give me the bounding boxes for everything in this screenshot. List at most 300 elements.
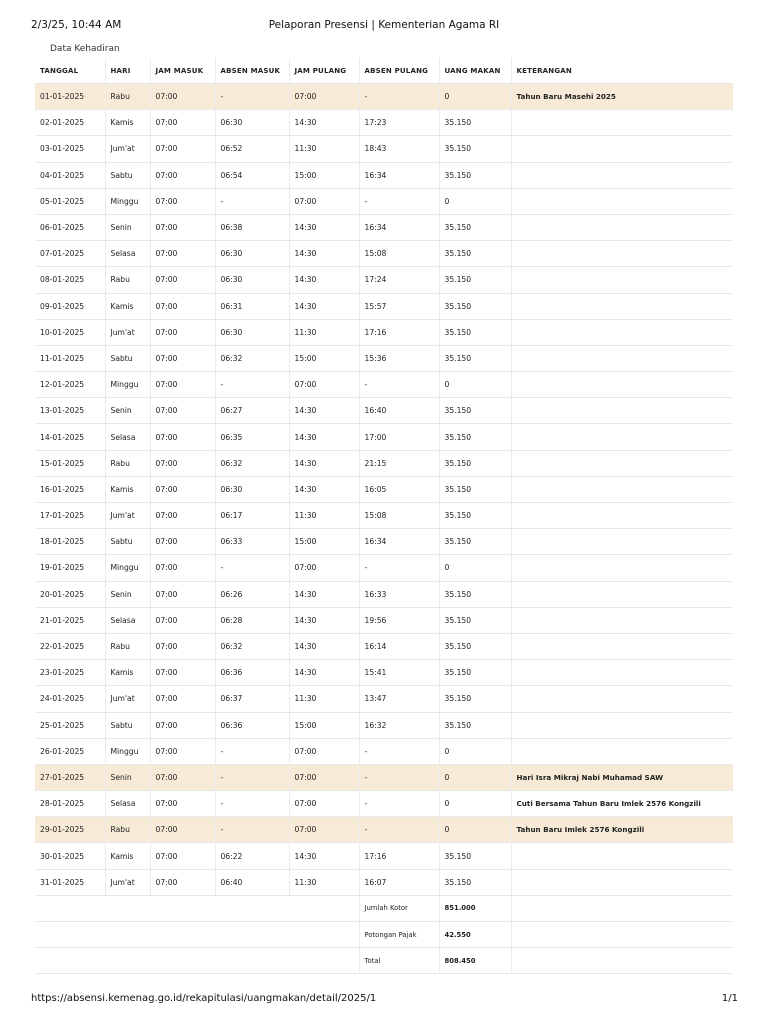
cell-tanggal: 29-01-2025 — [35, 817, 105, 843]
summary-row — [35, 948, 733, 974]
cell-uang-makan: 35.150 — [439, 267, 511, 293]
summary-empty-cell — [150, 922, 215, 948]
cell-uang-makan: 35.150 — [439, 450, 511, 476]
cell-uang-makan: 35.150 — [439, 633, 511, 659]
cell-keterangan — [511, 581, 733, 607]
cell-hari: Jum'at — [105, 503, 150, 529]
cell-uang-makan: 35.150 — [439, 529, 511, 555]
cell-jam-pulang: 07:00 — [289, 188, 359, 214]
cell-tanggal: 02-01-2025 — [35, 110, 105, 136]
summary-value: 851.000 — [439, 895, 511, 921]
cell-jam-masuk: 07:00 — [150, 345, 215, 371]
cell-absen-masuk: - — [215, 764, 289, 790]
table-row — [35, 764, 733, 790]
col-header-uang-makan: UANG MAKAN — [439, 58, 511, 84]
cell-jam-pulang: 14:30 — [289, 607, 359, 633]
summary-body — [35, 895, 733, 974]
col-header-jam-pulang: JAM PULANG — [289, 58, 359, 84]
summary-label: Potongan Pajak — [359, 922, 439, 948]
summary-value: 42.550 — [439, 922, 511, 948]
col-header-absen-masuk: ABSEN MASUK — [215, 58, 289, 84]
cell-tanggal: 03-01-2025 — [35, 136, 105, 162]
cell-jam-masuk: 07:00 — [150, 293, 215, 319]
cell-absen-pulang: 16:34 — [359, 214, 439, 240]
cell-keterangan — [511, 843, 733, 869]
table-row — [35, 476, 733, 502]
cell-absen-masuk: 06:52 — [215, 136, 289, 162]
cell-absen-pulang: 19:56 — [359, 607, 439, 633]
cell-keterangan — [511, 267, 733, 293]
table-row — [35, 319, 733, 345]
cell-jam-masuk: 07:00 — [150, 791, 215, 817]
cell-uang-makan: 0 — [439, 738, 511, 764]
cell-absen-pulang: 16:14 — [359, 633, 439, 659]
table-row — [35, 188, 733, 214]
table-body — [35, 84, 733, 896]
cell-hari: Sabtu — [105, 345, 150, 371]
cell-tanggal: 20-01-2025 — [35, 581, 105, 607]
cell-keterangan — [511, 476, 733, 502]
cell-absen-pulang: 16:33 — [359, 581, 439, 607]
cell-jam-masuk: 07:00 — [150, 869, 215, 895]
cell-jam-pulang: 14:30 — [289, 633, 359, 659]
cell-uang-makan: 0 — [439, 372, 511, 398]
cell-jam-pulang: 07:00 — [289, 817, 359, 843]
cell-absen-pulang: 15:08 — [359, 503, 439, 529]
table-row — [35, 738, 733, 764]
table-row — [35, 241, 733, 267]
cell-hari: Minggu — [105, 738, 150, 764]
summary-empty-cell — [105, 948, 150, 974]
cell-hari: Rabu — [105, 84, 150, 110]
table-row — [35, 791, 733, 817]
cell-uang-makan: 35.150 — [439, 345, 511, 371]
cell-absen-masuk: 06:27 — [215, 398, 289, 424]
cell-absen-masuk: 06:36 — [215, 712, 289, 738]
footer-page-number: 1/1 — [721, 993, 738, 1004]
summary-empty-cell — [105, 922, 150, 948]
cell-absen-pulang: - — [359, 188, 439, 214]
cell-tanggal: 28-01-2025 — [35, 791, 105, 817]
summary-empty-cell — [35, 922, 105, 948]
cell-tanggal: 17-01-2025 — [35, 503, 105, 529]
cell-keterangan — [511, 869, 733, 895]
cell-jam-pulang: 14:30 — [289, 293, 359, 319]
table-row — [35, 424, 733, 450]
cell-absen-pulang: 16:32 — [359, 712, 439, 738]
summary-empty-cell — [511, 922, 733, 948]
cell-absen-masuk: 06:17 — [215, 503, 289, 529]
cell-jam-masuk: 07:00 — [150, 424, 215, 450]
cell-jam-masuk: 07:00 — [150, 241, 215, 267]
cell-uang-makan: 35.150 — [439, 660, 511, 686]
cell-jam-pulang: 14:30 — [289, 424, 359, 450]
cell-jam-masuk: 07:00 — [150, 607, 215, 633]
table-row — [35, 555, 733, 581]
cell-tanggal: 14-01-2025 — [35, 424, 105, 450]
cell-tanggal: 13-01-2025 — [35, 398, 105, 424]
summary-empty-cell — [511, 895, 733, 921]
cell-jam-masuk: 07:00 — [150, 110, 215, 136]
cell-uang-makan: 35.150 — [439, 110, 511, 136]
table-row — [35, 633, 733, 659]
cell-absen-masuk: - — [215, 372, 289, 398]
cell-absen-pulang: 15:36 — [359, 345, 439, 371]
cell-hari: Sabtu — [105, 529, 150, 555]
cell-keterangan — [511, 241, 733, 267]
cell-absen-masuk: - — [215, 555, 289, 581]
cell-jam-pulang: 14:30 — [289, 241, 359, 267]
cell-keterangan — [511, 529, 733, 555]
cell-uang-makan: 35.150 — [439, 503, 511, 529]
cell-jam-masuk: 07:00 — [150, 319, 215, 345]
cell-jam-masuk: 07:00 — [150, 660, 215, 686]
cell-hari: Selasa — [105, 241, 150, 267]
cell-tanggal: 04-01-2025 — [35, 162, 105, 188]
table-row — [35, 267, 733, 293]
cell-tanggal: 24-01-2025 — [35, 686, 105, 712]
summary-empty-cell — [35, 895, 105, 921]
cell-hari: Kamis — [105, 843, 150, 869]
table-row — [35, 607, 733, 633]
cell-tanggal: 21-01-2025 — [35, 607, 105, 633]
cell-jam-pulang: 07:00 — [289, 764, 359, 790]
summary-empty-cell — [215, 895, 289, 921]
cell-jam-pulang: 11:30 — [289, 503, 359, 529]
summary-row — [35, 922, 733, 948]
cell-jam-masuk: 07:00 — [150, 581, 215, 607]
cell-jam-pulang: 07:00 — [289, 555, 359, 581]
cell-jam-pulang: 15:00 — [289, 529, 359, 555]
cell-absen-pulang: 17:16 — [359, 319, 439, 345]
summary-empty-cell — [150, 948, 215, 974]
cell-uang-makan: 35.150 — [439, 686, 511, 712]
cell-uang-makan: 0 — [439, 188, 511, 214]
cell-hari: Sabtu — [105, 162, 150, 188]
table-row — [35, 843, 733, 869]
cell-keterangan — [511, 712, 733, 738]
cell-tanggal: 07-01-2025 — [35, 241, 105, 267]
footer-url: https://absensi.kemenag.go.id/rekapitulasi/uangmakan/detail/2025/1 — [31, 993, 377, 1004]
cell-jam-pulang: 07:00 — [289, 84, 359, 110]
section-title: Data Kehadiran — [50, 44, 120, 54]
cell-tanggal: 01-01-2025 — [35, 84, 105, 110]
cell-jam-masuk: 07:00 — [150, 712, 215, 738]
cell-keterangan — [511, 188, 733, 214]
cell-absen-pulang: - — [359, 372, 439, 398]
cell-hari: Rabu — [105, 633, 150, 659]
cell-keterangan — [511, 686, 733, 712]
table-row — [35, 293, 733, 319]
table-row — [35, 345, 733, 371]
cell-absen-masuk: 06:30 — [215, 241, 289, 267]
cell-absen-pulang: 17:00 — [359, 424, 439, 450]
cell-hari: Senin — [105, 764, 150, 790]
summary-empty-cell — [215, 922, 289, 948]
cell-jam-masuk: 07:00 — [150, 162, 215, 188]
cell-absen-pulang: - — [359, 555, 439, 581]
cell-absen-masuk: - — [215, 84, 289, 110]
cell-absen-pulang: - — [359, 84, 439, 110]
cell-absen-masuk: 06:54 — [215, 162, 289, 188]
cell-jam-masuk: 07:00 — [150, 764, 215, 790]
cell-absen-pulang: 13:47 — [359, 686, 439, 712]
cell-absen-pulang: 15:41 — [359, 660, 439, 686]
cell-tanggal: 08-01-2025 — [35, 267, 105, 293]
cell-jam-masuk: 07:00 — [150, 84, 215, 110]
table-row — [35, 686, 733, 712]
cell-keterangan — [511, 607, 733, 633]
cell-jam-pulang: 15:00 — [289, 162, 359, 188]
cell-hari: Jum'at — [105, 869, 150, 895]
cell-uang-makan: 35.150 — [439, 319, 511, 345]
cell-absen-masuk: 06:31 — [215, 293, 289, 319]
cell-absen-masuk: 06:22 — [215, 843, 289, 869]
cell-absen-pulang: 16:34 — [359, 529, 439, 555]
cell-tanggal: 22-01-2025 — [35, 633, 105, 659]
cell-uang-makan: 35.150 — [439, 136, 511, 162]
cell-keterangan — [511, 424, 733, 450]
cell-keterangan — [511, 450, 733, 476]
cell-jam-pulang: 15:00 — [289, 712, 359, 738]
cell-absen-pulang: 16:34 — [359, 162, 439, 188]
cell-tanggal: 15-01-2025 — [35, 450, 105, 476]
cell-keterangan — [511, 555, 733, 581]
cell-absen-pulang: 17:16 — [359, 843, 439, 869]
cell-keterangan — [511, 136, 733, 162]
cell-uang-makan: 35.150 — [439, 581, 511, 607]
cell-keterangan — [511, 110, 733, 136]
cell-absen-masuk: 06:33 — [215, 529, 289, 555]
cell-jam-masuk: 07:00 — [150, 843, 215, 869]
summary-empty-cell — [289, 922, 359, 948]
cell-hari: Senin — [105, 214, 150, 240]
cell-absen-pulang: 18:43 — [359, 136, 439, 162]
cell-hari: Selasa — [105, 424, 150, 450]
cell-tanggal: 26-01-2025 — [35, 738, 105, 764]
cell-tanggal: 23-01-2025 — [35, 660, 105, 686]
cell-jam-pulang: 14:30 — [289, 581, 359, 607]
summary-empty-cell — [105, 895, 150, 921]
cell-absen-masuk: 06:32 — [215, 450, 289, 476]
cell-absen-masuk: - — [215, 188, 289, 214]
cell-hari: Kamis — [105, 110, 150, 136]
cell-jam-pulang: 07:00 — [289, 738, 359, 764]
cell-uang-makan: 0 — [439, 84, 511, 110]
cell-hari: Selasa — [105, 607, 150, 633]
cell-jam-pulang: 14:30 — [289, 110, 359, 136]
cell-absen-pulang: 17:23 — [359, 110, 439, 136]
cell-absen-pulang: - — [359, 817, 439, 843]
table-row — [35, 503, 733, 529]
summary-value: 808.450 — [439, 948, 511, 974]
cell-hari: Senin — [105, 398, 150, 424]
cell-jam-pulang: 11:30 — [289, 869, 359, 895]
cell-jam-pulang: 14:30 — [289, 843, 359, 869]
cell-absen-masuk: 06:30 — [215, 319, 289, 345]
cell-jam-pulang: 11:30 — [289, 136, 359, 162]
cell-tanggal: 12-01-2025 — [35, 372, 105, 398]
cell-keterangan — [511, 660, 733, 686]
cell-hari: Selasa — [105, 791, 150, 817]
cell-absen-pulang: - — [359, 791, 439, 817]
cell-absen-pulang: 15:57 — [359, 293, 439, 319]
cell-jam-masuk: 07:00 — [150, 633, 215, 659]
cell-jam-masuk: 07:00 — [150, 503, 215, 529]
col-header-hari: HARI — [105, 58, 150, 84]
cell-keterangan — [511, 162, 733, 188]
summary-label: Total — [359, 948, 439, 974]
cell-jam-pulang: 07:00 — [289, 372, 359, 398]
cell-hari: Jum'at — [105, 686, 150, 712]
cell-keterangan — [511, 345, 733, 371]
col-header-keterangan: KETERANGAN — [511, 58, 733, 84]
table-row — [35, 869, 733, 895]
cell-tanggal: 19-01-2025 — [35, 555, 105, 581]
cell-jam-masuk: 07:00 — [150, 738, 215, 764]
cell-hari: Kamis — [105, 476, 150, 502]
cell-uang-makan: 0 — [439, 817, 511, 843]
col-header-jam-masuk: JAM MASUK — [150, 58, 215, 84]
cell-keterangan: Hari Isra Mikraj Nabi Muhamad SAW — [511, 764, 733, 790]
print-datetime: 2/3/25, 10:44 AM — [31, 19, 122, 31]
attendance-table — [35, 58, 733, 974]
cell-hari: Senin — [105, 581, 150, 607]
cell-hari: Minggu — [105, 188, 150, 214]
cell-hari: Minggu — [105, 372, 150, 398]
cell-uang-makan: 35.150 — [439, 162, 511, 188]
cell-absen-masuk: - — [215, 817, 289, 843]
cell-tanggal: 25-01-2025 — [35, 712, 105, 738]
cell-hari: Rabu — [105, 817, 150, 843]
cell-keterangan — [511, 398, 733, 424]
cell-tanggal: 30-01-2025 — [35, 843, 105, 869]
cell-keterangan: Tahun Baru Imlek 2576 Kongzili — [511, 817, 733, 843]
cell-jam-masuk: 07:00 — [150, 686, 215, 712]
table-row — [35, 214, 733, 240]
table-header-row — [35, 58, 733, 84]
table-row — [35, 398, 733, 424]
cell-jam-masuk: 07:00 — [150, 529, 215, 555]
cell-tanggal: 05-01-2025 — [35, 188, 105, 214]
cell-jam-masuk: 07:00 — [150, 450, 215, 476]
table-row — [35, 136, 733, 162]
cell-uang-makan: 35.150 — [439, 214, 511, 240]
cell-tanggal: 06-01-2025 — [35, 214, 105, 240]
summary-empty-cell — [215, 948, 289, 974]
cell-absen-masuk: 06:30 — [215, 476, 289, 502]
cell-jam-pulang: 11:30 — [289, 319, 359, 345]
cell-keterangan — [511, 214, 733, 240]
table-row — [35, 110, 733, 136]
cell-absen-pulang: 15:08 — [359, 241, 439, 267]
cell-absen-pulang: 16:07 — [359, 869, 439, 895]
cell-jam-pulang: 14:30 — [289, 267, 359, 293]
cell-keterangan — [511, 633, 733, 659]
col-header-absen-pulang: ABSEN PULANG — [359, 58, 439, 84]
table-row — [35, 712, 733, 738]
table-row — [35, 529, 733, 555]
cell-hari: Sabtu — [105, 712, 150, 738]
cell-uang-makan: 35.150 — [439, 476, 511, 502]
cell-absen-masuk: - — [215, 738, 289, 764]
cell-absen-pulang: - — [359, 738, 439, 764]
table-row — [35, 84, 733, 110]
summary-empty-cell — [289, 948, 359, 974]
cell-absen-pulang: 16:40 — [359, 398, 439, 424]
cell-tanggal: 31-01-2025 — [35, 869, 105, 895]
summary-label: Jumlah Kotor — [359, 895, 439, 921]
cell-keterangan — [511, 503, 733, 529]
table-row — [35, 581, 733, 607]
cell-absen-masuk: 06:38 — [215, 214, 289, 240]
cell-absen-pulang: 17:24 — [359, 267, 439, 293]
cell-absen-masuk: 06:28 — [215, 607, 289, 633]
cell-absen-masuk: 06:40 — [215, 869, 289, 895]
cell-tanggal: 16-01-2025 — [35, 476, 105, 502]
cell-jam-pulang: 15:00 — [289, 345, 359, 371]
col-header-tanggal: TANGGAL — [35, 58, 105, 84]
cell-jam-pulang: 11:30 — [289, 686, 359, 712]
cell-absen-masuk: 06:32 — [215, 633, 289, 659]
cell-absen-masuk: 06:35 — [215, 424, 289, 450]
cell-hari: Jum'at — [105, 319, 150, 345]
summary-row — [35, 895, 733, 921]
cell-tanggal: 18-01-2025 — [35, 529, 105, 555]
cell-uang-makan: 35.150 — [439, 293, 511, 319]
summary-empty-cell — [35, 948, 105, 974]
cell-uang-makan: 0 — [439, 764, 511, 790]
cell-uang-makan: 0 — [439, 555, 511, 581]
cell-keterangan — [511, 293, 733, 319]
cell-hari: Jum'at — [105, 136, 150, 162]
cell-jam-masuk: 07:00 — [150, 188, 215, 214]
cell-jam-pulang: 14:30 — [289, 450, 359, 476]
cell-absen-masuk: - — [215, 791, 289, 817]
cell-hari: Minggu — [105, 555, 150, 581]
summary-empty-cell — [511, 948, 733, 974]
cell-tanggal: 09-01-2025 — [35, 293, 105, 319]
cell-jam-masuk: 07:00 — [150, 267, 215, 293]
cell-jam-pulang: 14:30 — [289, 476, 359, 502]
cell-uang-makan: 35.150 — [439, 712, 511, 738]
page-title: Pelaporan Presensi | Kementerian Agama RI — [268, 19, 500, 31]
cell-jam-masuk: 07:00 — [150, 398, 215, 424]
cell-jam-masuk: 07:00 — [150, 476, 215, 502]
table-row — [35, 372, 733, 398]
cell-tanggal: 10-01-2025 — [35, 319, 105, 345]
cell-absen-masuk: 06:30 — [215, 267, 289, 293]
cell-jam-masuk: 07:00 — [150, 372, 215, 398]
table-row — [35, 817, 733, 843]
cell-jam-pulang: 07:00 — [289, 791, 359, 817]
summary-empty-cell — [289, 895, 359, 921]
cell-jam-pulang: 14:30 — [289, 398, 359, 424]
cell-jam-pulang: 14:30 — [289, 660, 359, 686]
cell-hari: Kamis — [105, 660, 150, 686]
cell-uang-makan: 35.150 — [439, 843, 511, 869]
cell-hari: Rabu — [105, 450, 150, 476]
cell-keterangan — [511, 738, 733, 764]
cell-uang-makan: 35.150 — [439, 869, 511, 895]
cell-keterangan — [511, 372, 733, 398]
cell-uang-makan: 0 — [439, 791, 511, 817]
cell-absen-pulang: 16:05 — [359, 476, 439, 502]
cell-uang-makan: 35.150 — [439, 424, 511, 450]
cell-jam-masuk: 07:00 — [150, 214, 215, 240]
cell-absen-masuk: 06:36 — [215, 660, 289, 686]
cell-keterangan: Cuti Bersama Tahun Baru Imlek 2576 Kongzili — [511, 791, 733, 817]
